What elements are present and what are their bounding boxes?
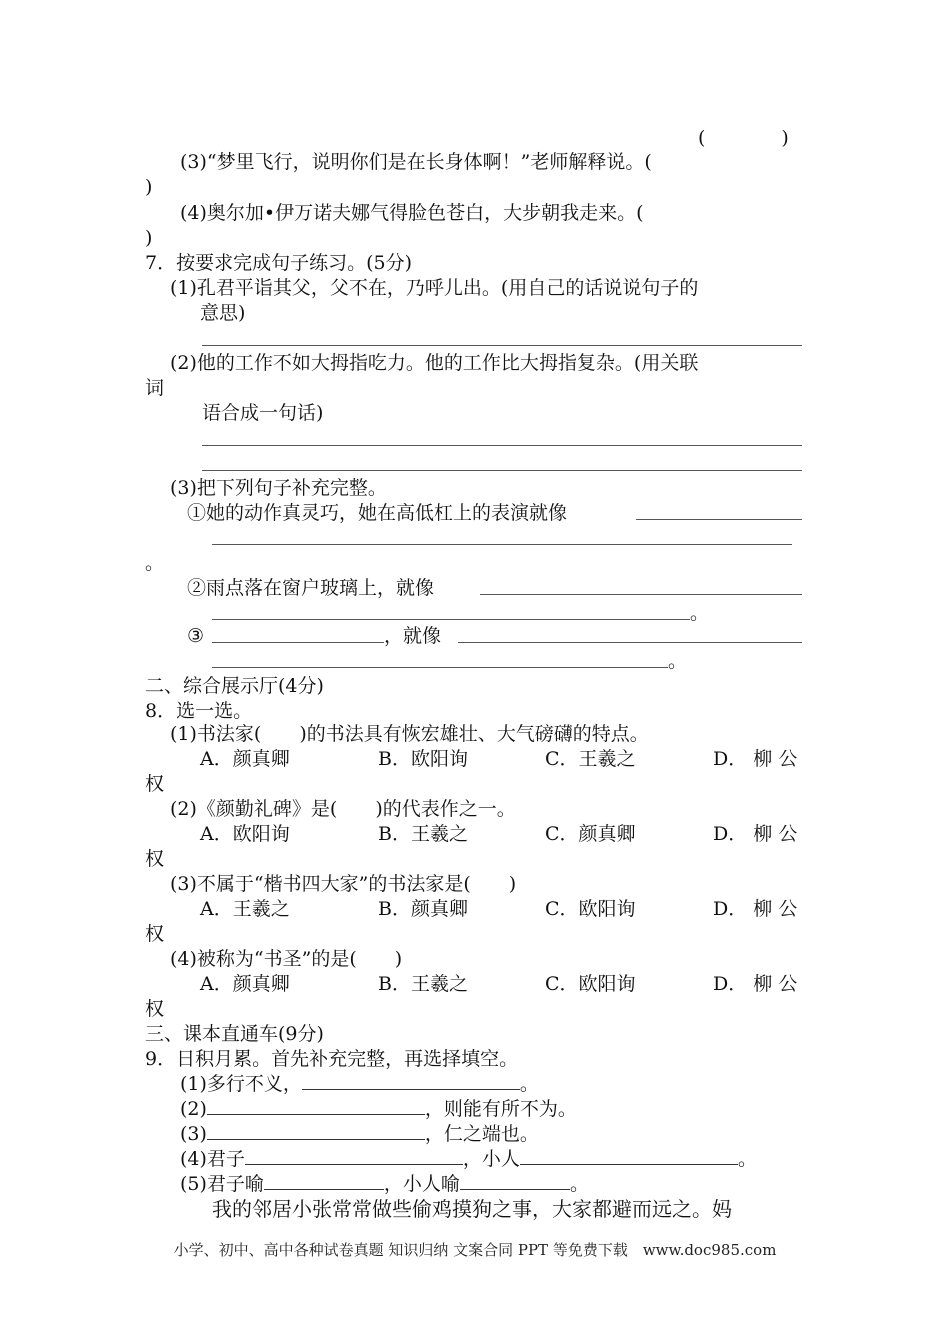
q8-item-question: (1)书法家( )的书法具有恢宏雄壮、大气磅礴的特点。 [170, 723, 649, 745]
q6-item-3: (3)“梦里飞行，说明你们是在长身体啊！”老师解释说。( [180, 151, 652, 173]
q8-option-d-tail: 权 [145, 998, 165, 1020]
q8-item-question: (4)被称为“书圣”的是( ) [170, 948, 403, 970]
answer-blank[interactable] [264, 1172, 384, 1190]
answer-line[interactable] [458, 642, 802, 643]
q9-item-3-text: ，仁之端也。 [424, 1123, 539, 1145]
q8-option-d[interactable]: D． 柳 公 [713, 898, 798, 920]
q7-sub2-line2: 词 [145, 377, 165, 399]
q7-sub3-item3-mid: ，就像 [384, 625, 442, 647]
q8-option-c[interactable]: C．王羲之 [545, 748, 636, 770]
answer-line[interactable] [212, 667, 668, 668]
q7-sub3-item1-end: 。 [145, 552, 165, 574]
answer-blank[interactable] [207, 1122, 425, 1140]
q8-option-d-tail: 权 [145, 923, 165, 945]
q8-option-a[interactable]: A．欧阳询 [200, 823, 290, 845]
q9-item-3 [180, 1122, 539, 1146]
q8-option-b[interactable]: B．欧阳询 [378, 748, 468, 770]
answer-blank[interactable] [460, 1172, 570, 1190]
answer-line[interactable] [212, 642, 384, 643]
q7-sub2-line1: (2)他的工作不如大拇指吃力。他的工作比大拇指复杂。(用关联 [170, 352, 699, 374]
q8-option-c[interactable]: C．颜真卿 [545, 823, 636, 845]
q8-option-c[interactable]: C．欧阳询 [545, 898, 636, 920]
answer-line[interactable] [212, 544, 792, 545]
q8-option-a[interactable]: A．颜真卿 [200, 973, 290, 995]
q8-option-d-tail: 权 [145, 773, 165, 795]
q9-item-4-end: 。 [737, 1148, 757, 1170]
q7-sub3-item2: ②雨点落在窗户玻璃上，就像 [187, 577, 435, 599]
q8-option-b[interactable]: B．颜真卿 [378, 898, 468, 920]
q7-sub3-item3-end: 。 [668, 650, 688, 672]
answer-line[interactable] [202, 470, 802, 471]
answer-line[interactable] [202, 445, 802, 446]
q8-option-d[interactable]: D． 柳 公 [713, 748, 798, 770]
section-2-title: 二、综合展示厅(4分) [145, 675, 324, 697]
q9-item-5-end: 。 [569, 1173, 589, 1195]
q9-item-5-label: (5)君子喻 [180, 1173, 264, 1195]
q9-item-1-text: (1)多行不义， [180, 1073, 302, 1095]
q6-item-4: (4)奥尔加•伊万诺夫娜气得脸色苍白，大步朝我走来。( [180, 202, 644, 224]
q8-option-a[interactable]: A．王羲之 [200, 898, 290, 920]
q9-item-2 [180, 1097, 577, 1121]
q7-sub2-line3: 语合成一句话) [202, 402, 324, 424]
answer-blank[interactable] [207, 1097, 425, 1115]
answer-blank[interactable] [520, 1147, 738, 1165]
q7-sub1-line1: (1)孔君平诣其父，父不在，乃呼儿出。(用自己的话说说句子的 [170, 277, 699, 299]
q9-title: 9．日积月累。首先补充完整，再选择填空。 [145, 1048, 519, 1070]
q9-passage: 我的邻居小张常常做些偷鸡摸狗之事，大家都避而远之。妈 [212, 1197, 732, 1221]
q9-item-4-mid: ，小人 [462, 1148, 520, 1170]
q9-item-2-label: (2) [180, 1098, 207, 1120]
q8-item-question: (2)《颜勤礼碑》是( )的代表作之一。 [170, 798, 516, 820]
q9-item-5-mid: ，小人喻 [383, 1173, 460, 1195]
q8-option-d[interactable]: D． 柳 公 [713, 973, 798, 995]
section-3-title: 三、课本直通车(9分) [145, 1023, 324, 1045]
q8-option-a[interactable]: A．颜真卿 [200, 748, 290, 770]
q8-item-question: (3)不属于“楷书四大家”的书法家是( ) [170, 873, 517, 895]
q9-item-5 [180, 1172, 589, 1196]
q9-item-4-label: (4)君子 [180, 1148, 245, 1170]
q9-item-2-text: ，则能有所不为。 [424, 1098, 577, 1120]
q9-item-4 [180, 1147, 757, 1171]
answer-paren: ( ) [698, 127, 789, 149]
answer-line[interactable] [202, 345, 802, 346]
answer-blank[interactable] [245, 1147, 463, 1165]
q9-item-1 [180, 1072, 539, 1096]
page-footer: 小学、初中、高中各种试卷真题 知识归纳 文案合同 PPT 等免费下载 www.doc985.com [173, 1241, 777, 1259]
q7-title: 7．按要求完成句子练习。(5分) [145, 252, 413, 274]
q6-item-4-close: ) [145, 227, 153, 249]
q7-sub3-item3-marker: ③ [187, 625, 205, 647]
q8-title: 8．选一选。 [145, 700, 253, 722]
q6-item-3-close: ) [145, 176, 153, 198]
q7-sub3-title: (3)把下列句子补充完整。 [170, 477, 387, 499]
q8-option-d-tail: 权 [145, 848, 165, 870]
answer-line[interactable] [636, 519, 802, 520]
answer-blank[interactable] [302, 1072, 520, 1090]
q7-sub3-item1: ①她的动作真灵巧，她在高低杠上的表演就像 [187, 502, 568, 524]
q8-option-d[interactable]: D． 柳 公 [713, 823, 798, 845]
q7-sub3-item2-end: 。 [690, 602, 710, 624]
answer-line[interactable] [212, 619, 690, 620]
q9-item-1-end: 。 [519, 1073, 539, 1095]
answer-line[interactable] [480, 594, 802, 595]
q8-option-b[interactable]: B．王羲之 [378, 973, 468, 995]
q9-item-3-label: (3) [180, 1123, 207, 1145]
q8-option-b[interactable]: B．王羲之 [378, 823, 468, 845]
q8-option-c[interactable]: C．欧阳询 [545, 973, 636, 995]
q7-sub1-line2: 意思) [200, 302, 246, 324]
